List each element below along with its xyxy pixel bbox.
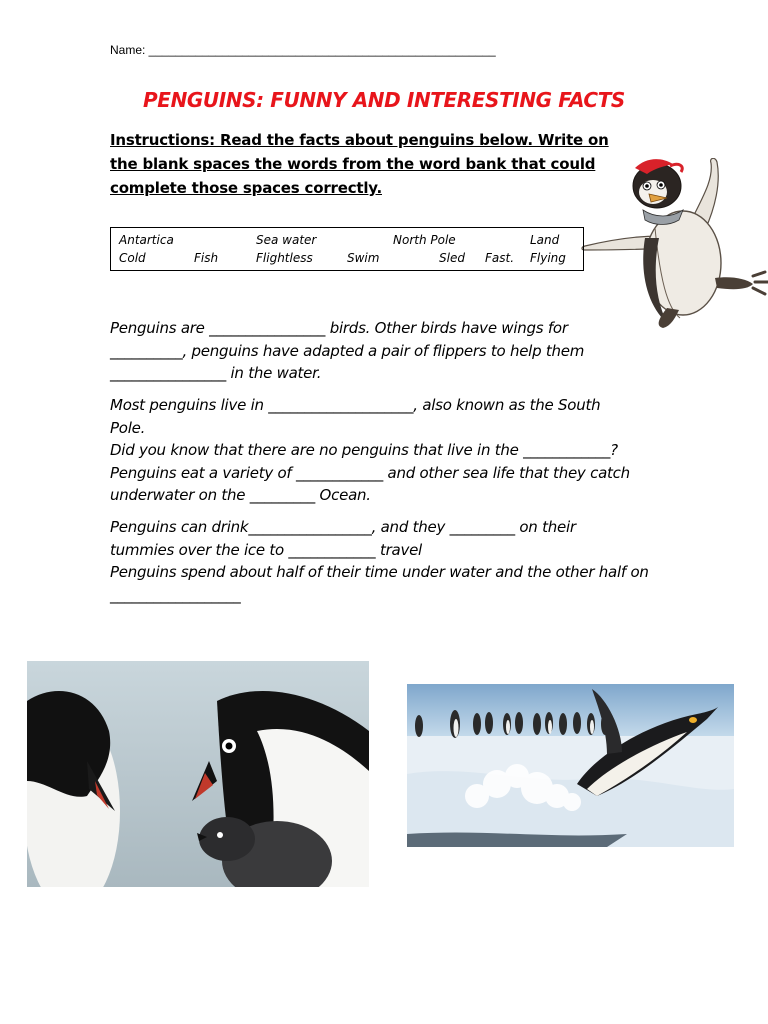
paragraph-line: Pole.	[110, 418, 146, 437]
paragraph-line: ________________ in the water.	[110, 364, 322, 382]
word-bank-box	[110, 227, 584, 271]
word-bank-word: Sea water	[256, 233, 317, 247]
penguin-jumping-photo	[407, 684, 734, 847]
word-bank-word: North Pole	[393, 233, 456, 247]
fill-in-paragraph-1	[110, 317, 670, 385]
instructions-text: Instructions: Read the facts about penguins below. Write on the blank spaces the words from the word bank that could complete those spaces correctly.	[110, 131, 609, 197]
paragraph-line: __________________	[110, 585, 241, 604]
fill-in-paragraph-2	[110, 394, 670, 507]
word-bank-word: Antartica	[119, 233, 174, 247]
word-bank-word: Fish	[194, 251, 219, 265]
paragraph-line: tummies over the ice to ____________ travel	[110, 540, 422, 559]
worksheet-title: PENGUINS: FUNNY AND INTERESTING FACTS	[143, 88, 625, 112]
paragraph-line: Did you know that there are no penguins that live in the ____________?	[110, 441, 618, 459]
word-bank-word: Cold	[119, 251, 146, 265]
cartoon-penguin-illustration	[575, 158, 768, 333]
paragraph-line: Penguins eat a variety of ____________ and other sea life that they catch	[110, 463, 630, 482]
name-field-label: Name: ____________________________________________________	[110, 43, 496, 57]
word-bank-word: Fast.	[485, 251, 515, 265]
paragraph-line: __________, penguins have adapted a pair of flippers to help them	[110, 341, 585, 360]
paragraph-line: underwater on the _________ Ocean.	[110, 486, 371, 504]
word-bank-word: Flightless	[256, 251, 313, 265]
paragraph-line: Penguins can drink_________________, and they _________ on their	[110, 518, 576, 536]
paragraph-line: Penguins spend about half of their time under water and the other half on	[110, 563, 649, 581]
paragraph-line: Most penguins live in ____________________, also known as the South	[110, 396, 601, 414]
paragraph-line: Penguins are ________________ birds. Other birds have wings for	[110, 319, 568, 337]
word-bank-word: Swim	[347, 251, 380, 265]
word-bank-word: Sled	[439, 251, 465, 265]
word-bank-word: Flying	[530, 251, 566, 265]
adelie-penguins-photo	[27, 661, 369, 887]
fill-in-paragraph-3	[110, 516, 670, 606]
word-bank-word: Land	[530, 233, 560, 247]
